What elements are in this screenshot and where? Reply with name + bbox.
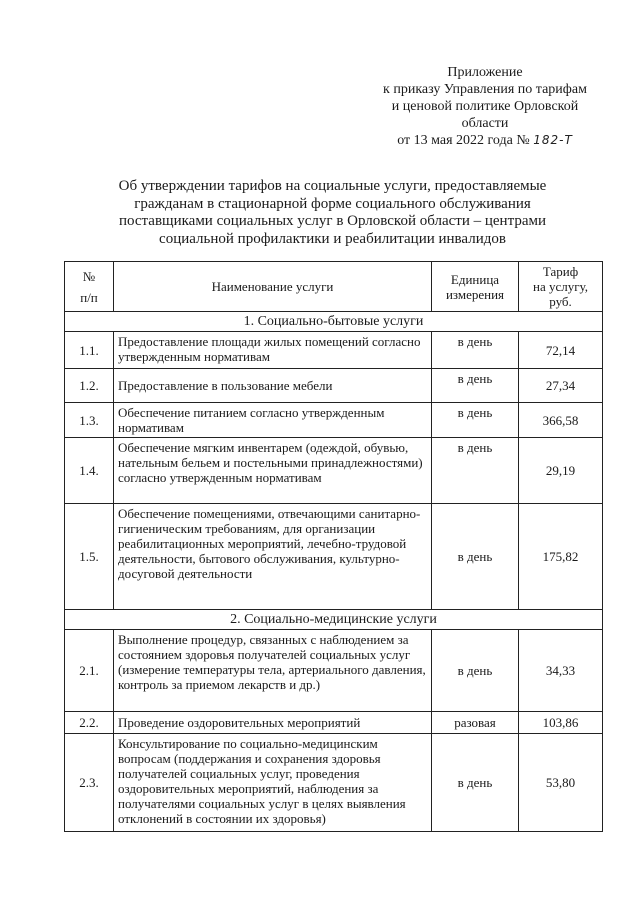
appendix-line-1: Приложение: [447, 65, 523, 80]
row-unit: в день: [432, 369, 519, 403]
table-row: [65, 734, 603, 832]
row-price: 103,86: [519, 712, 603, 734]
row-price: 29,19: [519, 438, 603, 504]
row-price: 72,14: [519, 332, 603, 369]
table-header-row: [65, 262, 603, 312]
header-num-line-1: №: [82, 268, 96, 284]
row-service-name: Обеспечение мягким инвентарем (одеждой, обувью, нательным бельем и постельными принадлежностями) согласно утвержденным нормативам: [114, 438, 432, 504]
row-num: 1.4.: [65, 438, 114, 504]
appendix-block: [355, 64, 615, 149]
row-unit: в день: [432, 403, 519, 438]
row-unit: разовая: [432, 712, 519, 734]
appendix-date-line: [355, 132, 615, 149]
table-row: [65, 403, 603, 438]
row-num: 1.3.: [65, 403, 114, 438]
appendix-line-3: и ценовой политике Орловской: [391, 99, 579, 114]
row-num: 1.2.: [65, 369, 114, 403]
header-price-line-1: Тариф: [542, 264, 579, 279]
row-service-name: Предоставление в пользование мебели: [114, 369, 432, 403]
row-num: 2.3.: [65, 734, 114, 832]
order-number-handwritten: 182-Т: [533, 133, 573, 147]
row-service-name: Проведение оздоровительных мероприятий: [114, 712, 432, 734]
table-row: [65, 332, 603, 369]
header-price-line-3: руб.: [549, 294, 572, 309]
appendix-line-4: области: [461, 116, 509, 131]
title-line-3: поставщиками социальных услуг в Орловской области – центрами: [118, 213, 546, 229]
table-row: [65, 630, 603, 712]
row-price: 27,34: [519, 369, 603, 403]
row-num: 2.1.: [65, 630, 114, 712]
row-unit: в день: [432, 332, 519, 369]
section-row: [65, 312, 603, 332]
row-unit: в день: [432, 734, 519, 832]
header-price: [519, 262, 603, 312]
header-price-line-2: на услугу,: [532, 279, 588, 294]
row-unit: в день: [432, 504, 519, 610]
row-price: 34,33: [519, 630, 603, 712]
section-row: [65, 610, 603, 630]
header-num: [65, 262, 114, 312]
row-price: 366,58: [519, 403, 603, 438]
header-unit-line-1: Единица: [450, 271, 500, 287]
row-service-name: Консультирование по социально-медицинским вопросам (поддержания и сохранения здоровья получателей социальных услуг, проведения оздоровительных мероприятий, наблюдения за получателями социальных услуг в целях выявления отклонений в состоянии их здоровья): [114, 734, 432, 832]
row-price: 175,82: [519, 504, 603, 610]
tariffs-table: [64, 261, 603, 832]
row-service-name: Обеспечение питанием согласно утвержденным нормативам: [114, 403, 432, 438]
row-num: 1.5.: [65, 504, 114, 610]
title-line-2: гражданам в стационарной форме социального обслуживания: [134, 195, 531, 212]
header-name: Наименование услуги: [114, 262, 432, 312]
section-title: 1. Социально-бытовые услуги: [65, 312, 603, 332]
appendix-line-2: к приказу Управления по тарифам: [383, 82, 587, 97]
appendix-date: от 13 мая 2022 года №: [397, 133, 530, 148]
title-line-4: социальной профилактики и реабилитации инвалидов: [159, 230, 506, 247]
row-unit: в день: [432, 630, 519, 712]
table-row: [65, 438, 603, 504]
row-num: 2.2.: [65, 712, 114, 734]
row-service-name: Предоставление площади жилых помещений согласно утвержденным нормативам: [114, 332, 432, 369]
title-line-1: Об утверждении тарифов на социальные услуги, предоставляемые: [118, 178, 547, 194]
table-row: [65, 712, 603, 734]
row-service-name: Обеспечение помещениями, отвечающими санитарно-гигиеническим требованиям, для организации реабилитационных мероприятий, лечебно-трудовой деятельности, бытового обслуживания, культурно-досуговой деятельности: [114, 504, 432, 610]
section-title: 2. Социально-медицинские услуги: [65, 610, 603, 630]
header-unit: [432, 262, 519, 312]
header-unit-line-2: измерения: [445, 286, 505, 302]
document-title: [60, 178, 605, 248]
row-num: 1.1.: [65, 332, 114, 369]
row-service-name: Выполнение процедур, связанных с наблюдением за состоянием здоровья получателей социальных услуг (измерение температуры тела, артериального давления, контроль за приемом лекарств и др.): [114, 630, 432, 712]
table-row: [65, 369, 603, 403]
row-unit: в день: [432, 438, 519, 504]
row-price: 53,80: [519, 734, 603, 832]
header-num-line-2: п/п: [80, 289, 98, 305]
table-row: [65, 504, 603, 610]
